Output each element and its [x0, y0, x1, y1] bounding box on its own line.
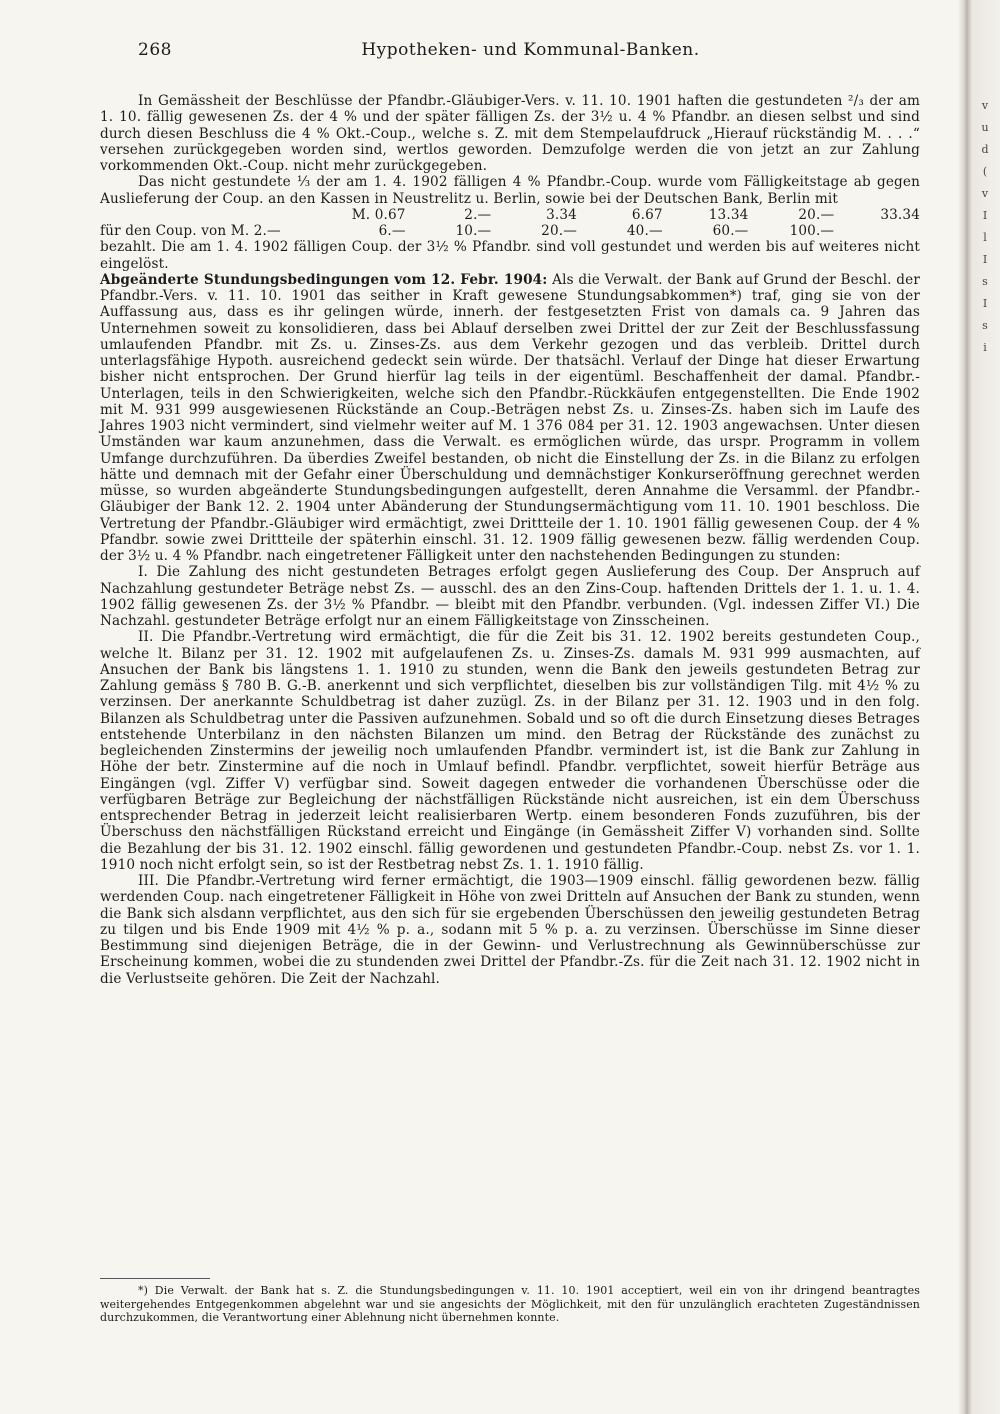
page-header: [138, 40, 923, 66]
footnote: [100, 1284, 920, 1325]
table-cell: 13.34: [708, 206, 749, 223]
running-title: Hypotheken- und Kommunal-Banken.: [361, 40, 700, 60]
table-row-label: [100, 207, 320, 223]
paragraph-stundung: In Gemässheit der Beschlüsse der Pfandbr.-Gläubiger-Vers. v. 11. 10. 1901 haften die gestundeten ²/₃ der am 1. 10. fällig gewesenen Zs. der 4 % und der später fälligen Zs. der 3½ u. 4 % Pfandbr. an diesen selbst und sind durch diesen Beschluss die 4 % Okt.-Coup., welche s. Z. mit dem Stempelaufdruck „Hierauf rückständig M. . . .“ versehen zurückgegeben worden sind, wertlos geworden. Demzufolge werden die von jetzt an zur Zahlung vorkommenden Okt.-Coup. nicht mehr zurückgegeben.: [100, 93, 920, 174]
table-cell: 3.34: [546, 206, 577, 223]
table-row-label: für den Coup. von M. 2.—: [100, 223, 281, 239]
body-text: [100, 93, 920, 987]
facing-page-letter: i: [983, 341, 987, 354]
table-cell: 20.—: [541, 223, 577, 239]
facing-page-letter: s: [982, 319, 988, 332]
coupon-amount-table: [100, 207, 920, 240]
table-cell: 6.—: [378, 223, 406, 239]
facing-page-letters: [976, 95, 994, 359]
table-cell: 10.—: [455, 223, 492, 239]
page-number: 268: [138, 40, 172, 60]
facing-page-letter: u: [981, 121, 989, 134]
paragraph-coupon-payment: Das nicht gestundete ⅓ der am 1. 4. 1902 fälligen 4 % Pfandbr.-Coup. wurde vom Fälligkeitstage ab gegen Auslieferung der Coup. an den Kassen in Neustrelitz u. Berlin, sowie bei der Deutschen Bank, Berlin mit: [100, 174, 920, 207]
table-cell: 20.—: [798, 206, 835, 223]
facing-page-letter: l: [983, 231, 987, 244]
table-cell: 2.—: [464, 206, 492, 223]
facing-page-letter: v: [981, 99, 989, 112]
table-cell: 33.34: [880, 206, 920, 223]
book-spine-edge: [958, 0, 1000, 1414]
section-text: Als die Verwalt. der Bank auf Grund der Beschl. der Pfandbr.-Vers. v. 11. 10. 1901 das seither in Kraft gewesene Stundungsabkommen*) traf, ging sie von der Auffassung aus, dass es ihr gelingen würde, innerh. der festgesetzten Frist von damals ca. 9 Jahren das Unternehmen soweit zu konsolidieren, dass bei Ablauf derselben zwei Drittel der zur Zeit der Beschlussfassung umlaufenden Pfandbr. mit Zs. u. Zinses-Zs. aus dem Verkehr gezogen und das verbleib. Drittel durch unterlagsfähige Hypoth. ausreichend gedeckt sein würde. Der thatsächl. Verlauf der Dinge hat dieser Erwartung bisher nicht entsprochen. Der Grund hierfür lag teils in der eigentüml. Beschaffenheit der damal. Pfandbr.-Unterlagen, teils in den Schwierigkeiten, welche sich den Pfandbr.-Rückkäufen entgegenstellten. Die Ende 1902 mit M. 931 999 ausgewiesenen Rückstände an Coup.-Beträgen nebst Zs. u. Zinses-Zs. haben sich im Laufe des Jahres 1903 nicht vermindert, sind vielmehr weiter auf M. 1 376 084 per 31. 12. 1903 angewachsen. Unter diesen Umständen war kaum anzunehmen, dass die Verwalt. es ermöglichen würde, das urspr. Programm in vollem Umfange durchzuführen. Da überdies Zweifel bestanden, ob nicht die Einstellung der Zs. in die Bilanz zu erfolgen hätte und demnach mit der Gefahr einer Überschuldung und demnächstiger Konkurseröffnung gerechnet werden müsse, so wurden abgeänderte Stundungsbedingungen aufgestellt, deren Annahme die Versamml. der Pfandbr.-Gläubiger der Bank 12. 2. 1904 unter Abänderung der Stundungsermächtigung vom 11. 10. 1901 beschloss. Die Vertretung der Pfandbr.-Gläubiger wird ermächtigt, zwei Drittteile der 1. 10. 1901 fällig gewesenen Coup. der 4 % Pfandbr. sowie zwei Drittteile der späterhin einschl. 31. 12. 1909 fällig gewesenen bezw. fällig werdenden Coup. der 3½ u. 4 % Pfandbr. nach eingetretener Fälligkeit unter den nachstehenden Bedingungen zu stunden:: [100, 271, 920, 564]
table-row: [100, 207, 920, 223]
facing-page-letter: I: [982, 297, 988, 310]
clause-iii: III. Die Pfandbr.-Vertretung wird ferner ermächtigt, die 1903—1909 einschl. fällig gewordenen bezw. fällig werdenden Coup. nach eingetretener Fälligkeit in Höhe von zwei Dritteln auf Ansuchen der Bank zu stunden, wenn die Bank sich alsdann verpflichtet, aus den sich für sie ergebenden Überschüssen den jeweilig gestundeten Betrag zu tilgen und bis Ende 1909 mit 4½ % p. a., sodann mit 5 % p. a. zu verzinsen. Überschüsse im Sinne dieser Bestimmung sind diejenigen Beträge, die in der Gewinn- und Verlustrechnung als Gewinnüberschüsse zur Erscheinung kommen, wobei die zu stundenden zwei Drittel der Pfandbr.-Zs. für die Zeit nach 31. 12. 1902 nicht in die Verlustseite gehören. Die Zeit der Nachzahl.: [100, 873, 920, 987]
paragraph-after-table: bezahlt. Die am 1. 4. 1902 fälligen Coup. der 3½ % Pfandbr. sind voll gestundet und werden bis auf weiteres nicht eingelöst.: [100, 239, 920, 272]
table-cell: 6.67: [631, 206, 663, 223]
facing-page-letter: I: [982, 209, 988, 222]
facing-page-letter: d: [981, 143, 989, 156]
facing-page-letter: s: [982, 275, 988, 288]
footnote-rule: [100, 1278, 210, 1279]
clause-i: I. Die Zahlung des nicht gestundeten Betrages erfolgt gegen Auslieferung des Coup. Der Anspruch auf Nachzahlung gestundeter Beträge nebst Zs. — ausschl. des an den Zins-Coup. haftenden Drittels der 1. 1. u. 1. 4. 1902 fällig gewesenen Zs. der 3½ % Pfandbr. — bleibt mit den Pfandbr. verbunden. (Vgl. indessen Ziffer VI.) Die Nachzahl. gestundeter Beträge erfolgt nur an einem Fälligkeitstage von Zinsscheinen.: [100, 564, 920, 629]
table-cell: 100.—: [789, 223, 835, 239]
table-cell: M. 0.67: [351, 206, 406, 223]
table-cell: 40.—: [626, 223, 663, 239]
section-heading: Abgeänderte Stundungsbedingungen vom 12. Febr. 1904:: [100, 271, 548, 288]
table-cell: 60.—: [712, 223, 749, 239]
section-amended-conditions: [100, 272, 920, 565]
facing-page-letter: v: [981, 187, 989, 200]
facing-page-letter: (: [982, 165, 988, 178]
facing-page-letter: I: [982, 253, 988, 266]
footnote-text: *) Die Verwalt. der Bank hat s. Z. die Stundungsbedingungen v. 11. 10. 1901 acceptiert, weil ein von ihr dringend beantragtes weitergehendes Entgegenkommen abgelehnt war und sie angesichts der Möglichkeit, mit den für unzulänglich erachteten Zugeständnissen durchzukommen, die Verantwortung einer Ablehnung nicht übernehmen konnte.: [100, 1284, 920, 1324]
table-row: [100, 223, 920, 239]
clause-ii: II. Die Pfandbr.-Vertretung wird ermächtigt, die für die Zeit bis 31. 12. 1902 bereits gestundeten Coup., welche lt. Bilanz per 31. 12. 1902 mit aufgelaufenen Zs. u. Zinses-Zs. damals M. 931 999 ausmachten, auf Ansuchen der Bank bis längstens 1. 1. 1910 zu stunden, wenn die Bank den jeweils gestundeten Betrag zur Zahlung gemäss § 780 B. G.-B. anerkennt und sich verpflichtet, dieselben bis zur vollständigen Tilg. mit 4½ % zu verzinsen. Der anerkannte Schuldbetrag ist daher zuzügl. Zs. in der Bilanz per 31. 12. 1903 und in den folg. Bilanzen als Schuldbetrag unter die Passiven aufzunehmen. Sobald und so oft die durch Einsetzung dieses Betrages entstehende Unterbilanz in den nächsten Bilanzen um mind. den Betrag der Rückstände des zunächst zu begleichenden Zinstermins der jeweilig noch umlaufenden Pfandbr. vermindert ist, ist die Bank zur Zahlung in Höhe der betr. Zinstermine auf die noch in Umlauf befindl. Pfandbr. verpflichtet, soweit hierfür Beträge aus Eingängen (vgl. Ziffer V) verfügbar sind. Soweit dagegen entweder die vorhandenen Überschüsse oder die verfügbaren Beträge zur Begleichung der nächstfälligen Rückstände nicht ausreichen, ist ein dem Überschuss entsprechender Betrag in jederzeit leicht realisierbaren Wertp. einem besonderen Fonds zuzuführen, bis der Überschuss den nächstfälligen Rückstand erreicht und Eingänge (in Gemässheit Ziffer V) vorhanden sind. Sollte die Bezahlung der bis 31. 12. 1902 einschl. fällig gewordenen und gestundeten Pfandbr.-Coup. nebst Zs. vor 1. 1. 1910 noch nicht erfolgt sein, so ist der Restbetrag nebst Zs. 1. 1. 1910 fällig.: [100, 629, 920, 873]
